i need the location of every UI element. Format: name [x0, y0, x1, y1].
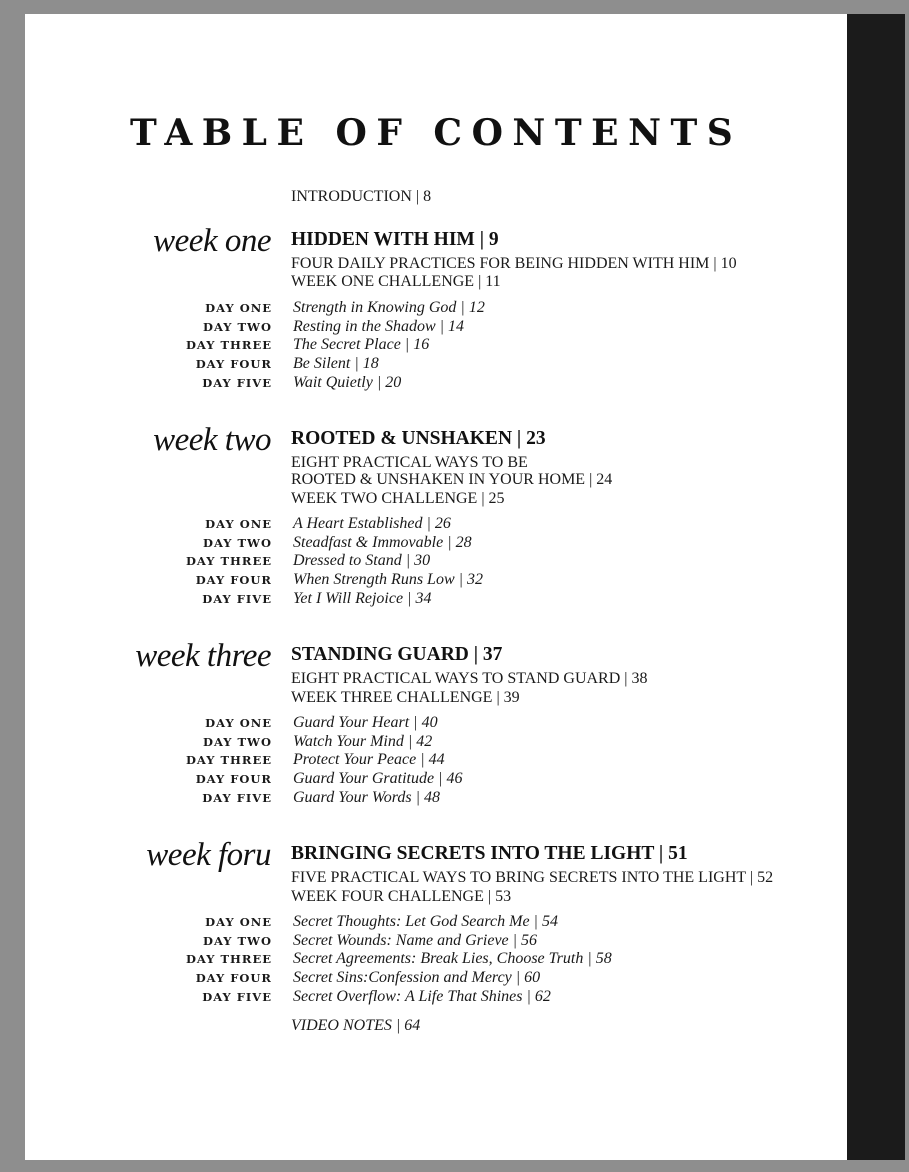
- day-label: DAY FIVE: [202, 990, 272, 1004]
- week-three-day-row: [25, 770, 847, 789]
- day-label: DAY FOUR: [195, 357, 272, 371]
- day-title: The Secret Place | 16: [293, 336, 430, 353]
- week-two-heading: ROOTED & UNSHAKEN | 23: [291, 428, 546, 449]
- week-four-day-row: [25, 932, 847, 951]
- week-four-day-row: [25, 913, 847, 932]
- document-page: [25, 14, 847, 1160]
- day-label: DAY THREE: [185, 554, 272, 568]
- week-two-day-row: [25, 590, 847, 609]
- day-title: Watch Your Mind | 42: [293, 733, 433, 750]
- week-three-day-row: [25, 751, 847, 770]
- week-four-day-row: [25, 969, 847, 988]
- week-one-script-label: week one: [153, 223, 271, 259]
- day-title: Guard Your Gratitude | 46: [293, 770, 463, 787]
- day-title: Secret Overflow: A Life That Shines | 62: [293, 988, 551, 1005]
- day-title: Strength in Knowing God | 12: [293, 299, 485, 316]
- week-three-challenge: WEEK THREE CHALLENGE | 39: [291, 689, 520, 706]
- week-three-day-row: [25, 733, 847, 752]
- video-notes-entry: VIDEO NOTES | 64: [291, 1017, 421, 1034]
- week-three-heading: STANDING GUARD | 37: [291, 644, 503, 665]
- week-one-day-row: [25, 374, 847, 393]
- day-label: DAY ONE: [205, 301, 272, 315]
- day-label: DAY ONE: [205, 517, 272, 531]
- page-title: TABLE OF CONTENTS: [130, 112, 743, 154]
- day-title: Secret Sins:Confession and Mercy | 60: [293, 969, 541, 986]
- day-label: DAY FIVE: [202, 376, 272, 390]
- week-two-script-label: week two: [153, 422, 271, 458]
- day-label: DAY FIVE: [202, 791, 272, 805]
- day-label: DAY THREE: [185, 952, 272, 966]
- week-one-heading: HIDDEN WITH HIM | 9: [291, 229, 499, 250]
- week-three-day-row: [25, 714, 847, 733]
- week-one-challenge: WEEK ONE CHALLENGE | 11: [291, 273, 501, 290]
- week-four-script-label: week foru: [146, 837, 271, 873]
- week-one-practices: FOUR DAILY PRACTICES FOR BEING HIDDEN WITH HIM | 10: [291, 255, 737, 272]
- day-title: Secret Thoughts: Let God Search Me | 54: [293, 913, 558, 930]
- day-title: Dressed to Stand | 30: [293, 552, 431, 569]
- week-one-day-row: [25, 299, 847, 318]
- day-title: Protect Your Peace | 44: [293, 751, 445, 768]
- week-four-challenge: WEEK FOUR CHALLENGE | 53: [291, 888, 512, 905]
- day-title: Wait Quietly | 20: [293, 374, 402, 391]
- week-two-day-row: [25, 571, 847, 590]
- week-four-day-row: [25, 950, 847, 969]
- week-three-script-label: week three: [135, 638, 271, 674]
- week-two-practices-line-2: ROOTED & UNSHAKEN IN YOUR HOME | 24: [291, 471, 613, 488]
- day-label: DAY TWO: [202, 320, 272, 334]
- day-title: Be Silent | 18: [293, 355, 379, 372]
- week-one-day-row: [25, 355, 847, 374]
- day-title: Yet I Will Rejoice | 34: [293, 590, 432, 607]
- week-three-day-row: [25, 789, 847, 808]
- day-title: Resting in the Shadow | 14: [293, 318, 465, 335]
- week-two-day-row: [25, 552, 847, 571]
- day-label: DAY TWO: [202, 735, 272, 749]
- day-label: DAY FOUR: [195, 772, 272, 786]
- day-title: Guard Your Words | 48: [293, 789, 440, 806]
- week-one-day-row: [25, 336, 847, 355]
- week-four-day-row: [25, 988, 847, 1007]
- week-two-challenge: WEEK TWO CHALLENGE | 25: [291, 490, 505, 507]
- day-title: A Heart Established | 26: [293, 515, 451, 532]
- day-label: DAY TWO: [202, 536, 272, 550]
- week-three-practices: EIGHT PRACTICAL WAYS TO STAND GUARD | 38: [291, 670, 648, 687]
- introduction-entry: INTRODUCTION | 8: [291, 188, 432, 205]
- day-label: DAY THREE: [185, 338, 272, 352]
- week-one-day-row: [25, 318, 847, 337]
- dark-page-edge: [847, 14, 905, 1160]
- day-label: DAY ONE: [205, 716, 272, 730]
- day-title: Guard Your Heart | 40: [293, 714, 438, 731]
- day-title: Secret Wounds: Name and Grieve | 56: [293, 932, 538, 949]
- day-label: DAY FOUR: [195, 971, 272, 985]
- day-label: DAY THREE: [185, 753, 272, 767]
- week-four-practices: FIVE PRACTICAL WAYS TO BRING SECRETS INTO THE LIGHT | 52: [291, 869, 774, 886]
- week-two-day-row: [25, 515, 847, 534]
- day-label: DAY FIVE: [202, 592, 272, 606]
- day-label: DAY ONE: [205, 915, 272, 929]
- day-title: Steadfast & Immovable | 28: [293, 534, 472, 551]
- day-label: DAY TWO: [202, 934, 272, 948]
- week-two-day-row: [25, 534, 847, 553]
- week-four-heading: BRINGING SECRETS INTO THE LIGHT | 51: [291, 843, 688, 864]
- day-label: DAY FOUR: [195, 573, 272, 587]
- week-two-practices-line-1: EIGHT PRACTICAL WAYS TO BE: [291, 454, 528, 471]
- day-title: Secret Agreements: Break Lies, Choose Truth | 58: [293, 950, 612, 967]
- day-title: When Strength Runs Low | 32: [293, 571, 484, 588]
